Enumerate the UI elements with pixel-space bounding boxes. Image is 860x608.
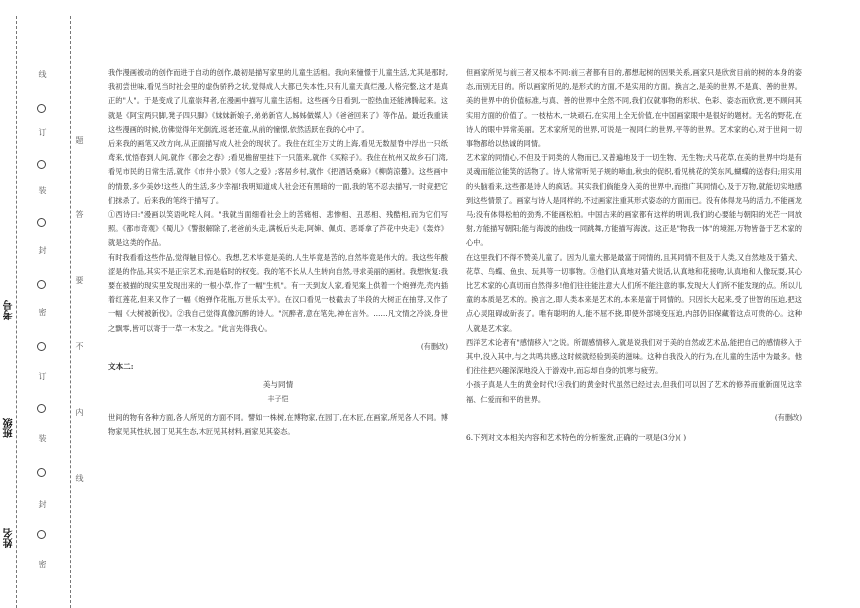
- right-column: [466, 66, 802, 445]
- source-note: (有删改): [420, 341, 448, 351]
- binding-hole: [37, 280, 46, 289]
- binding-char: 封: [38, 246, 47, 255]
- essay-title: 美与同情: [262, 380, 294, 390]
- binding-char: 封: [38, 500, 47, 509]
- paragraph: 西洋艺术论者有"感情移入"之说。所谓感情移入,就是说我们对于美的自然或艺术品,能把自己的感情移入于其中,没入其中,与之共鸣共感,这时候就经验到美的滋味。这种自我没入的行为,在儿童的生活中为最多。他们往往把兴趣深深地没入于游戏中,而忘却自身的饥寒与疲劳。: [466, 337, 802, 376]
- inner-cut-line: [70, 16, 71, 608]
- section-label: 文本二:: [108, 362, 134, 372]
- binding-char: 装: [38, 434, 47, 443]
- exam-number-label: 考号: [4, 300, 15, 320]
- paragraph: 世间的物有各种方面,各人所见的方面不同。譬如一株树,在博物家,在园丁,在木匠,在画家,所见各人不同。博物家见其性状,园丁见其生态,木匠见其材料,画家见其姿态。: [108, 412, 448, 436]
- binding-hole: [37, 160, 46, 169]
- paragraph: 后来我的画笔又改方向,从正面描写成人社会的现状了。我住在红尘万丈的上海,看见无数屋脊中浮出一只纸鸢来,忧悟春到人间,就作《都会之春》;看见檐留里挂下一只篮来,就作《买粽子》。我住在杭州又故乡石门湾,看见市民的日常生活,就作《市井小景》《邻人之爱》;客居乡村,就作《把酒话桑麻》《柳荫涼躉》。这些画中的情景,多少美妙!这些人的生活,多少幸福!我明知道成人社会还有黑暗的一面,我的笔不忍去描写,一时竞把它们抹杀了。后来我的笔终于描写了。: [108, 139, 448, 205]
- left-column: [108, 66, 448, 439]
- binding-hole: [37, 530, 46, 539]
- question-6: 6.下列对文本相关内容和艺术特色的分析鉴赏,正确的一项是(3分)( ): [466, 433, 687, 443]
- binding-hole: [37, 218, 46, 227]
- paragraph: 我作漫画被动的创作而进于自动的创作,最初是描写家里的儿童生活相。我向来憧憬于儿童生活,尤其是那时,我初尝世味,看见当时社会里的虚伪骄矜之状,觉得成人大都已失本性,只有儿童天真烂漫,人格完整,这才是真正的"人"。于是变成了儿童崇拜者,在漫画中描写儿童生活相。这些画今日看到,一腔热血还能沸腾起来。这就是《阿宝两只脚,凳子四只脚》《妹妹新娘子,弟弟新官人,姊姊做媒人》《爸爸回来了》等作品。最近我重读这些漫画的时候,仿佛觉得年光倒流,返老还童,从前的憧憬,依然活跃在我的心中了。: [108, 68, 448, 134]
- paragraph: 在这里我们不得不赞美儿童了。因为儿童大都是最富于同情的,且其同情不但及于人类,又自然地及于猫犬、花草、鸟蝶、鱼虫、玩具等一切事物。③他们认真地对猫犬说话,认真地和花接吻,认真地和人像玩耍,其心比艺术家的心真切而自然得多!他们往往能注意大人们所不能注意的事,发现大人们所不能发现的点。所以儿童的本质是艺术的。换言之,即人类本来是艺术的,本来是富于同情的。只因长大起来,受了世智的压迫,把这点心灵阻碍或斫丧了。唯有聪明的人,能不屈不挠,即使外部境变压迫,内部仍旧保藏着这点可贵的心。这种人就是艺术家。: [466, 252, 802, 333]
- binding-char: 不: [75, 342, 84, 351]
- binding-hole: [37, 104, 46, 113]
- binding-char: 订: [38, 372, 47, 381]
- paragraph: 小孩子真是人生的黄金时代!④我们的黄金时代虽然已经过去,但我们可以因了艺术的修养而重新面见这幸福、仁爱而和平的世界。: [466, 380, 802, 404]
- binding-hole: [37, 342, 46, 351]
- binding-margin: [0, 0, 88, 608]
- binding-char: 密: [38, 560, 47, 569]
- binding-char: 要: [75, 276, 84, 285]
- paragraph: 但画家所见与前三者又根本不同:前三者都有目的,都想起树的因果关系,画家只是欣赏目前的树的本身的姿态,而别无目的。所以画家所见的,是形式的方面,不是实用的方面。换言之,是美的世界,不是真、善的世界。美的世界中的价值标准,与真、善的世界中全然不同,我们仅就事物的形状、色彩、姿态而欣赏,更不顾问其实用方面的价值了。一枝枯木,一块顽石,在实用上全无价值,在中国画家眼中是很好的题材。无名的野花,在诗人的眼中异常美丽。艺术家所见的世界,可说是一视同仁的世界,平等的世界。艺术家的心,对于世间一切事物都给以热诚的同情。: [466, 68, 802, 149]
- binding-char: 线: [75, 474, 84, 483]
- binding-char: 装: [38, 186, 47, 195]
- essay-author: 丰子恺: [267, 395, 289, 404]
- class-label: 班级: [4, 418, 15, 438]
- paragraph: 艺术家的同情心,不但及于同类的人物而已,又普遍地及于一切生物、无生物;犬马花草,在美的世界中均是有灵魂而能泣能笑的活物了。诗人常常听见子规的啼血,秋虫的促织,看见桃花的笑东风,蝴蝶的送春归;用实用的头脑看来,这些都是诗人的疯话。其实我们倘能身入美的世界中,而推广其同情心,及于万物,就能切实地感到这些情景了。画家与诗人是同样的,不过画家注重其形式姿态的方面而已。没有体得龙马的活力,不能画龙马;没有体得松柏的劲秀,不能画松柏。中国古来的画家都有这样的明训,我们的心要能与朝阳的光芒一同放射,方能描写朝阳;能与海波的曲线一同跳舞,方能描写海波。这正是"物我一体"的境涯,万物皆备于艺术家的心中。: [466, 153, 802, 248]
- paragraph: 有时我看看这些作品,觉得触目惊心。我想,艺术毕竟是美的,人生毕竟是苦的,自然毕竟是伟大的。我这些年酸涩是的作品,其实不是正宗艺术,而是临时的权变。我的笔不长从人生转向自然,寻求美丽的画材。我想恢复:我要在被描的现实里发现出来的一根小草,作了一幅"生机"。有一天到友人家,看见案上供着一个炮弹壳,壳内插着红莲花,但来又作了一幅《炮弹作花瓶,万世乐太平》。在汉口看见一枝截去了半段的大树正在抽芽,又作了一幅《大树被新伐》。②我自己觉得真像沉醉的诗人。"沉醉者,意在笔先,神在言外。……凡文情之冷淡,身世之飘零,皆可以寄于一草一木发之。"此言先得我心。: [108, 252, 448, 333]
- paragraph: ①西诗曰:"漫画以笑语叱咤人间。"我就当面细看社会上的苦痛相、悲惨相、丑恶相、残酷相,而为它们写照。《都市奇观》《蜀儿》《警报解除了,老爸前头走,满板后头走,阿婶、佩贞、恶哥拿了芦花中央走》《轰炸》就是这类的作品。: [108, 210, 448, 248]
- source-note: (有删改): [774, 412, 802, 422]
- binding-char: 线: [38, 70, 47, 79]
- binding-char: 内: [75, 408, 84, 417]
- binding-hole: [37, 468, 46, 477]
- binding-char: 订: [38, 128, 47, 137]
- name-label: 姓名: [4, 528, 15, 548]
- binding-char: 答: [75, 210, 84, 219]
- binding-char: 密: [38, 308, 47, 317]
- binding-char: 题: [75, 136, 84, 145]
- binding-hole: [37, 404, 46, 413]
